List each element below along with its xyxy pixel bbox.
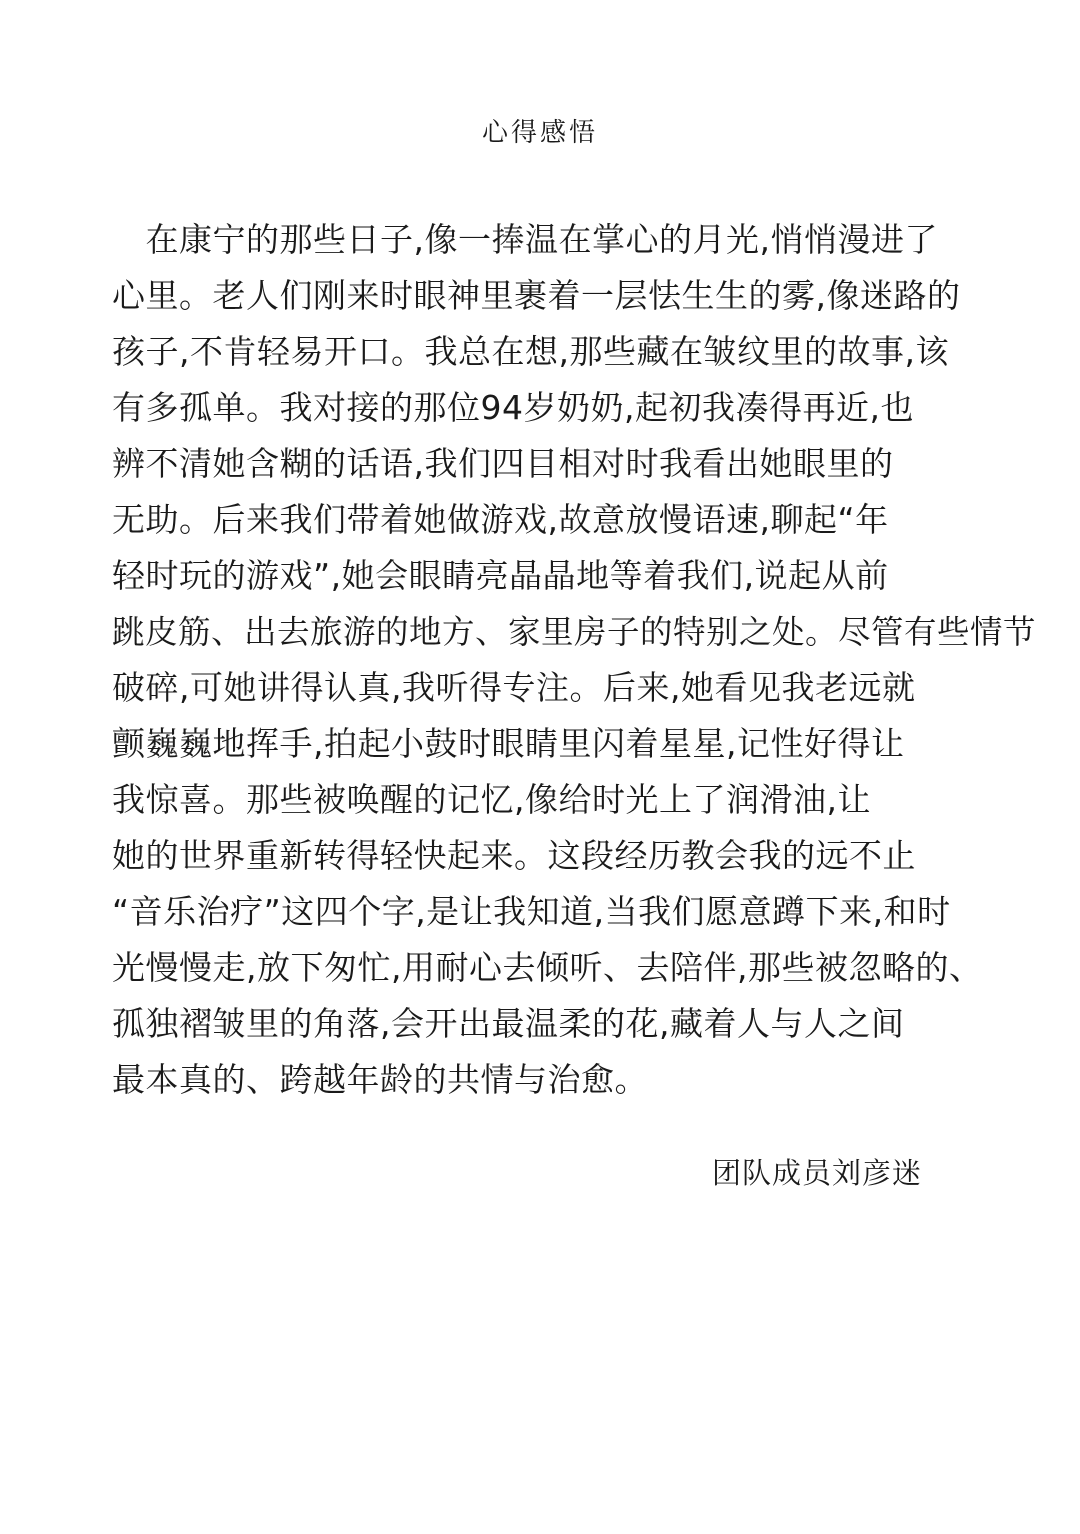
text-line: 颤巍巍地挥手,拍起小鼓时眼睛里闪着星星,记性好得让 xyxy=(112,724,905,763)
text-line: 轻时玩的游戏”,她会眼睛亮晶晶地等着我们,说起从前 xyxy=(112,556,889,595)
text-line: 破碎,可她讲得认真,我听得专注。后来,她看见我老远就 xyxy=(112,668,916,707)
text-line: 无助。后来我们带着她做游戏,故意放慢语速,聊起“年 xyxy=(112,500,889,539)
text-line: 孤独褶皱里的角落,会开出最温柔的花,藏着人与人之间 xyxy=(112,1004,905,1043)
text-line: “音乐治疗”这四个字,是让我知道,当我们愿意蹲下来,和时 xyxy=(112,892,951,931)
text-line: 我惊喜。那些被唤醒的记忆,像给时光上了润滑油,让 xyxy=(112,780,871,819)
author-signature: 团队成员刘彦迷 xyxy=(712,1156,923,1190)
text-line: 最本真的、跨越年龄的共情与治愈。 xyxy=(112,1060,648,1099)
text-line: 孩子,不肯轻易开口。我总在想,那些藏在皱纹里的故事,该 xyxy=(112,332,949,371)
text-line: 有多孤单。我对接的那位94岁奶奶,起初我凑得再近,也 xyxy=(112,388,914,427)
text-line: 跳皮筋、出去旅游的地方、家里房子的特别之处。尽管有些情节 xyxy=(112,613,1037,651)
text-line: 光慢慢走,放下匆忙,用耐心去倾听、去陪伴,那些被忽略的、 xyxy=(112,948,983,987)
text-line: 心里。老人们刚来时眼神里裹着一层怯生生的雾,像迷路的 xyxy=(112,276,961,315)
text-line: 辨不清她含糊的话语,我们四目相对时我看出她眼里的 xyxy=(112,444,894,483)
document-title: 心得感悟 xyxy=(481,118,598,148)
text-line: 她的世界重新转得轻快起来。这段经历教会我的远不止 xyxy=(112,836,916,875)
text-line: 在康宁的那些日子,像一捧温在掌心的月光,悄悄漫进了 xyxy=(112,220,938,259)
